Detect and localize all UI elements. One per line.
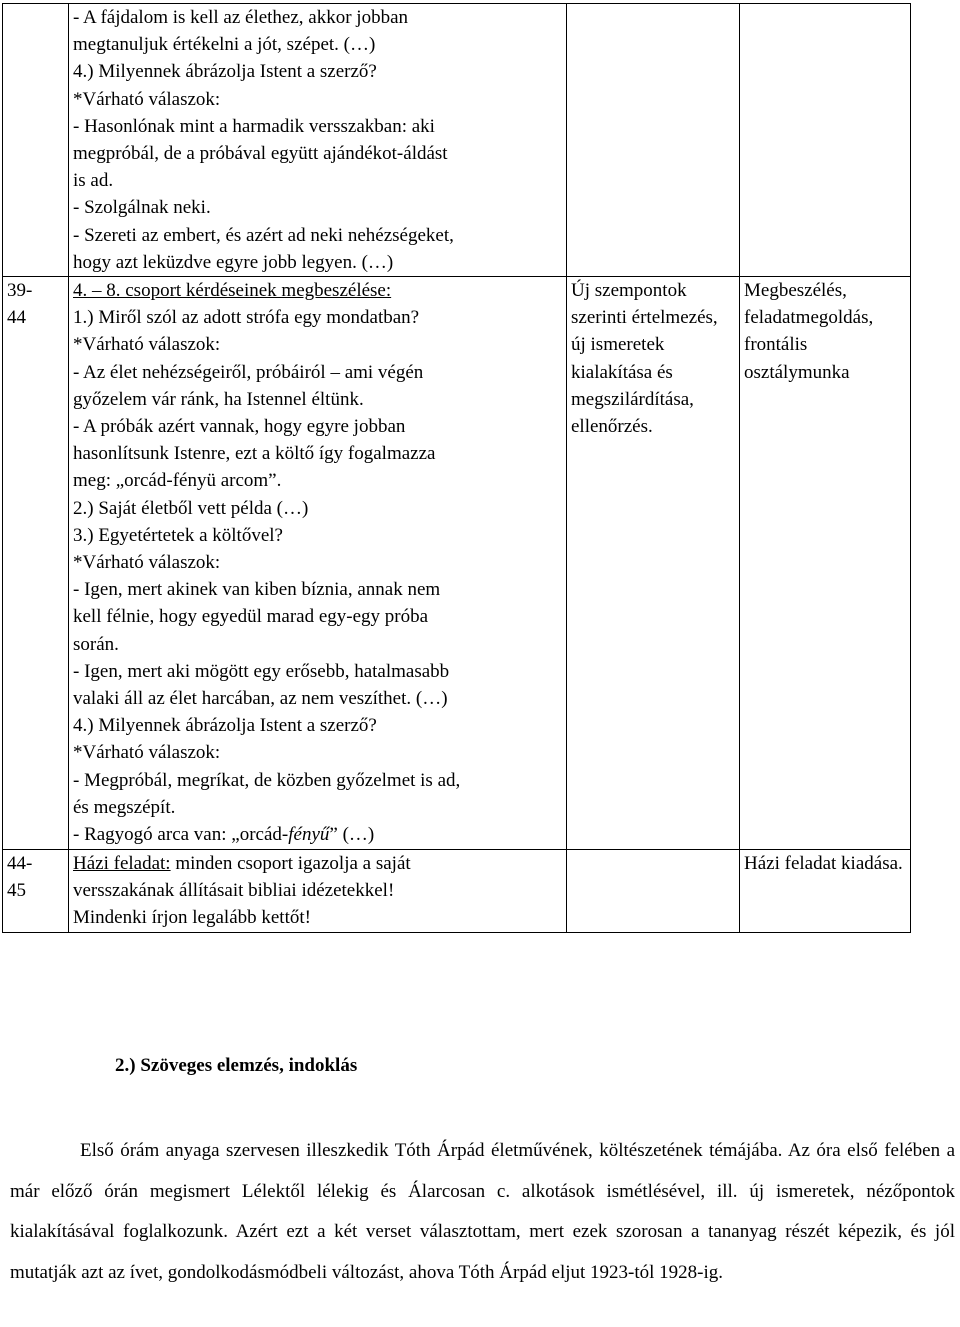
list-item: megtanuljuk értékelni a jót, szépet. (…) [73, 34, 376, 56]
section-heading: 2.) Szöveges elemzés, indoklás [115, 1055, 358, 1076]
list-item: is ad. [73, 170, 114, 192]
table-row [3, 277, 911, 850]
table-row [3, 850, 911, 933]
body-paragraph: Első órám anyaga szervesen illeszkedik Tóth Árpád életművének, költészetének témájába. Az óra első felében a már előző órán megismert Lélektől lélekig és Álarcosan c. alkotások ismétlésével, ill. új ismeretek, nézőpontok kialakításával foglalkozunk. Azért ezt a két verset választottam, mert ezek szorosan a tananyag részét képezik, és jól mutatják azt az ívet, gondolkodásmódbeli változást, ahova Tóth Árpád eljut 1923-tól 1928-ig. [10, 1140, 955, 1283]
list-item: valaki áll az élet harcában, az nem veszíthet. (…) [73, 688, 448, 710]
group-heading: 4. – 8. csoport kérdéseinek megbeszélése: [73, 280, 392, 302]
hour-cell [3, 4, 69, 277]
text-segment: minden csoport igazolja a saját [170, 853, 411, 875]
list-item [73, 850, 562, 877]
list-item: 4.) Milyennek ábrázolja Istent a szerző? [73, 61, 377, 83]
list-item: meg: „orcád-fényü arcom”. [73, 470, 282, 492]
list-item: - A fájdalom is kell az élethez, akkor jobban [73, 7, 409, 28]
list-item: - Igen, mert aki mögött egy erősebb, hatalmasabb [73, 660, 450, 682]
list-item: - Szolgálnak neki. [73, 197, 211, 219]
list-item: - Megpróbál, megríkat, de közben győzelmet is ad, [73, 769, 461, 791]
goal-cell [567, 850, 740, 933]
list-item: hasonlítsunk Istenre, ezt a költő így fogalmazza [73, 443, 436, 465]
hour-cell: 44- 45 [3, 850, 69, 933]
list-item: *Várható válaszok: [73, 334, 221, 356]
homework-label: Házi feladat: [73, 853, 171, 875]
goal-cell [567, 4, 740, 277]
list-item: során. [73, 633, 119, 655]
list-item: *Várható válaszok: [73, 742, 221, 764]
list-item: 3.) Egyetértetek a költővel? [73, 524, 283, 546]
method-cell [740, 4, 911, 277]
list-item: - Hasonlónak mint a harmadik versszakban: aki [73, 115, 435, 137]
list-item: Mindenki írjon legalább kettőt! [73, 907, 311, 929]
list-item: megpróbál, de a próbával együtt ajándékot-áldást [73, 143, 448, 165]
list-item: 4.) Milyennek ábrázolja Istent a szerző? [73, 715, 377, 737]
hour-cell: 39- 44 [3, 277, 69, 850]
list-item: győzelem vár ránk, ha Istennel éltünk. [73, 388, 364, 410]
list-item: *Várható válaszok: [73, 552, 221, 574]
lesson-plan-table [2, 3, 911, 933]
method-cell: Házi feladat kiadása. [740, 850, 911, 933]
list-item: 1.) Miről szól az adott strófa egy mondatban? [73, 307, 420, 329]
list-item [73, 821, 562, 848]
list-item: - Igen, mert akinek van kiben bíznia, annak nem [73, 579, 441, 601]
list-item: kell félnie, hogy egyedül marad egy-egy próba [73, 606, 429, 628]
table-row [3, 4, 911, 277]
italic-text: fényű [288, 824, 330, 846]
list-item: *Várható válaszok: [73, 88, 221, 110]
activity-cell [69, 850, 567, 933]
activity-cell [69, 277, 567, 850]
list-item: - Szereti az embert, és azért ad neki nehézségeket, [73, 224, 454, 246]
list-item: 2.) Saját életből vett példa (…) [73, 497, 309, 519]
goal-cell: Új szempontok szerinti értelmezés, új ismeretek kialakítása és megszilárdítása, ellenőrzés. [567, 277, 740, 850]
list-item: - A próbák azért vannak, hogy egyre jobban [73, 416, 406, 438]
list-item: versszakának állításait bibliai idézetekkel! [73, 880, 395, 902]
activity-cell [69, 4, 567, 277]
text-segment: ” (…) [329, 824, 375, 846]
list-item: hogy azt leküzdve egyre jobb legyen. (…) [73, 251, 394, 273]
text-segment: - Ragyogó arca van: „orcád- [73, 824, 289, 846]
list-item: - Az élet nehézségeiről, próbáiról – ami végén [73, 361, 424, 383]
method-cell: Megbeszélés, feladatmegoldás, frontális osztálymunka [740, 277, 911, 850]
list-item: és megszépít. [73, 796, 176, 818]
